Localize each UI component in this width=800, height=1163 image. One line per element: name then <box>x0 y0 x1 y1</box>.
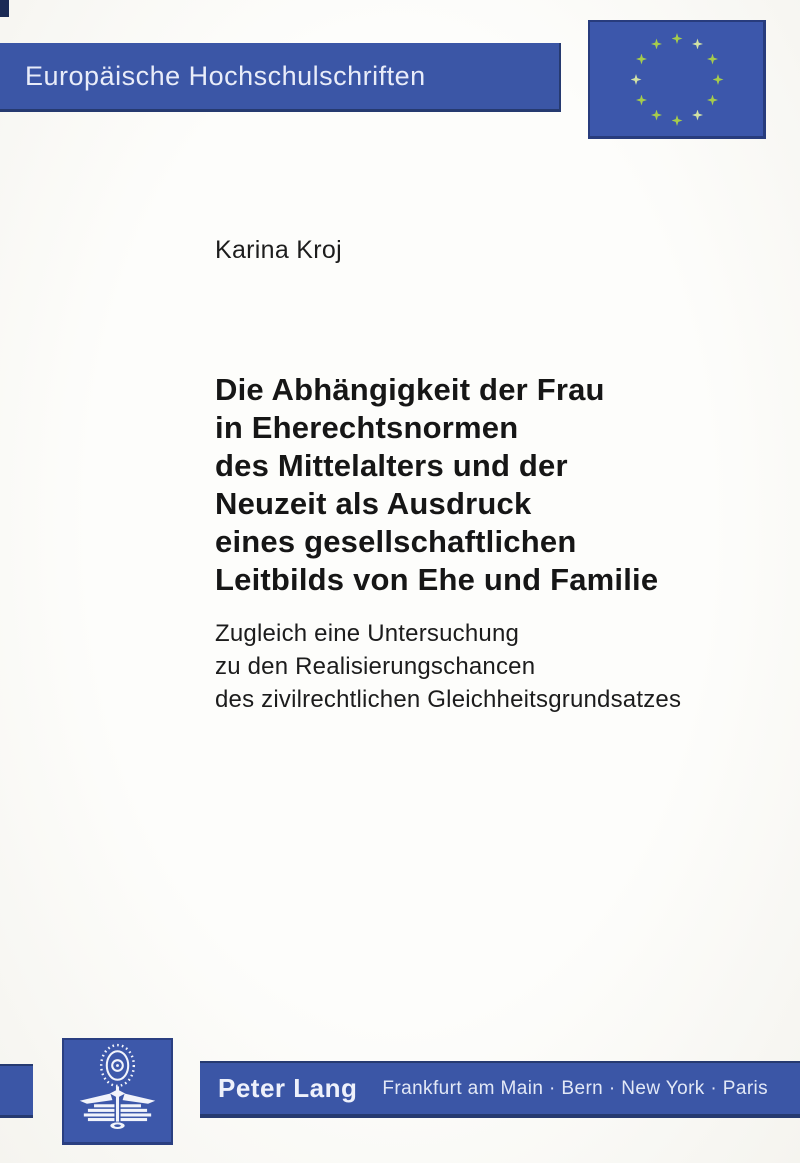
eu-star-icon <box>672 33 683 44</box>
author-name: Karina Kroj <box>215 236 342 264</box>
spine-wrap-bar <box>0 1064 33 1118</box>
title-line: in Eherechtsnormen <box>215 410 519 445</box>
book-title <box>215 371 658 599</box>
eu-flag <box>588 20 766 139</box>
eu-star-icon <box>707 95 718 106</box>
scan-corner-mark <box>0 0 9 17</box>
publisher-name: Peter Lang <box>218 1073 358 1103</box>
series-banner <box>0 43 561 112</box>
subtitle-line: des zivilrechtlichen Gleichheitsgrundsatzes <box>215 686 682 713</box>
eu-star-icon <box>651 38 662 49</box>
title-line: Leitbilds von Ehe und Familie <box>215 562 659 597</box>
eu-star-icon <box>707 54 718 65</box>
book-subtitle <box>215 617 681 716</box>
title-line: Die Abhängigkeit der Frau <box>215 372 605 407</box>
eu-star-icon <box>692 110 703 121</box>
title-line: Neuzeit als Ausdruck <box>215 486 532 521</box>
eu-star-icon <box>636 95 647 106</box>
eu-star-icon <box>636 54 647 65</box>
publisher-cities: Frankfurt am Main · Bern · New York · Paris <box>382 1077 769 1099</box>
peter-lang-lamp-book-icon <box>64 1040 171 1142</box>
title-line: eines gesellschaftlichen <box>215 524 577 559</box>
subtitle-line: Zugleich eine Untersuchung <box>215 620 520 647</box>
eu-star-icon <box>692 38 703 49</box>
eu-star-icon <box>631 74 642 85</box>
publisher-logo-square <box>62 1038 173 1145</box>
series-title: Europäische Hochschulschriften <box>25 60 426 91</box>
subtitle-line: zu den Realisierungschancen <box>215 653 536 680</box>
eu-star-icon <box>672 115 683 126</box>
publisher-bar <box>200 1061 800 1118</box>
eu-star-icon <box>713 74 724 85</box>
eu-star-icon <box>651 110 662 121</box>
title-line: des Mittelalters und der <box>215 448 568 483</box>
